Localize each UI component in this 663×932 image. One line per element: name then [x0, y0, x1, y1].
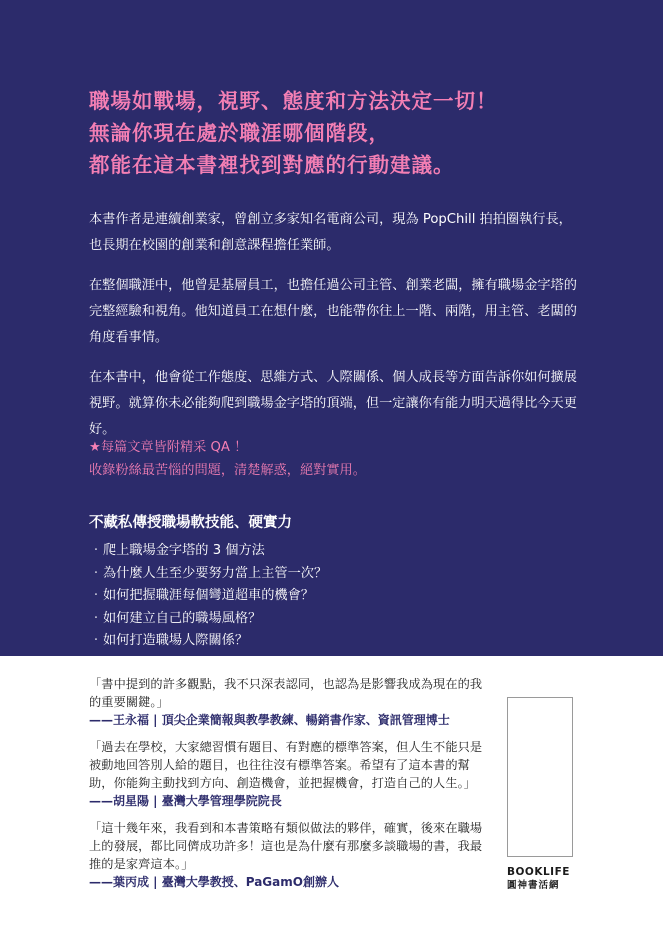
intro-paragraph-book: 在本書中，他會從工作態度、思維方式、人際關係、個人成長等方面告訴你如何擴展視野。就算你未必能夠爬到職場金字塔的頂端，但一定讓你有能力明天過得比今天更好。	[89, 370, 577, 437]
headline-line-1: 職場如戰場，視野、態度和方法決定一切！	[89, 89, 498, 113]
publisher-brand: BOOKLIFE	[507, 866, 570, 878]
skill-text: 如何把握職涯每個彎道超車的機會？	[103, 588, 314, 604]
intro-paragraph-author: 本書作者是連續創業家，曾創立多家知名電商公司，現為 PopChill 拍拍圈執行長，也長期在校園的創業和創意課程擔任業師。	[89, 212, 572, 253]
intro-section	[89, 207, 581, 443]
skill-text: 如何打造職場人際關係？	[103, 633, 249, 649]
publisher-name: 圓神書活網	[507, 880, 560, 891]
list-item	[89, 608, 581, 631]
qa-line-2: 收錄粉絲最苦惱的問題，清楚解惑，絕對實用。	[89, 463, 366, 478]
qa-highlight	[89, 436, 581, 482]
headline	[89, 85, 609, 181]
bullet-icon: ·	[93, 565, 99, 581]
list-item	[89, 563, 581, 586]
headline-line-2: 無論你現在處於職涯哪個階段，	[89, 121, 390, 145]
bullet-icon: ·	[93, 543, 99, 558]
bullet-icon: ·	[93, 588, 99, 604]
bullet-icon: ·	[93, 633, 99, 649]
qa-line-1: ★每篇文章皆附精采 QA ！	[89, 440, 248, 455]
list-item	[89, 540, 581, 563]
endorsements	[89, 675, 489, 900]
skill-text: 為什麼人生至少要努力當上主管一次？	[103, 565, 328, 581]
quote-attribution: ——王永福 | 頂尖企業簡報與教學教練、暢銷書作家、資訊管理博士	[89, 713, 450, 727]
endorsement-quote	[89, 738, 489, 810]
barcode-placeholder	[507, 697, 573, 857]
bullet-icon: ·	[93, 610, 99, 626]
list-item	[89, 585, 581, 608]
endorsement-quote	[89, 819, 489, 891]
list-item	[89, 630, 581, 653]
quote-attribution: ——葉丙成 | 臺灣大學教授、PaGamO創辦人	[89, 875, 339, 889]
quote-text: 「這十幾年來，我看到和本書策略有類似做法的夥伴，確實，後來在職場上的發展，都比同儕成功許多！這也是為什麼有那麼多談職場的書，我最推的是家齊這本。」	[89, 821, 483, 871]
headline-line-3: 都能在這本書裡找到對應的行動建議。	[89, 153, 455, 177]
skill-text: 爬上職場金字塔的 3 個方法	[103, 543, 265, 558]
quote-text: 「書中提到的許多觀點，我不只深表認同，也認為是影響我成為現在的我的重要關鍵。」	[89, 677, 483, 709]
quote-text: 「過去在學校，大家總習慣有題目、有對應的標準答案，但人生不能只是被動地回答別人給的題目，也往往沒有標準答案。希望有了這本書的幫助，你能夠主動找到方向、創造機會，並把握機會，打造自己的人生。」	[89, 740, 483, 790]
skill-text: 如何建立自己的職場風格？	[103, 610, 262, 626]
endorsement-quote	[89, 675, 489, 729]
quote-attribution: ——胡星陽 | 臺灣大學管理學院院長	[89, 794, 282, 808]
skills-title: 不藏私傳授職場軟技能、硬實力	[89, 515, 292, 531]
publisher-logo	[507, 866, 597, 892]
skills-list	[89, 540, 581, 653]
intro-paragraph-career: 在整個職涯中，他曾是基層員工，也擔任過公司主管、創業老闆，擁有職場金字塔的完整經驗和視角。他知道員工在想什麼，也能帶你往上一階、兩階，用主管、老闆的角度看事情。	[89, 278, 577, 345]
